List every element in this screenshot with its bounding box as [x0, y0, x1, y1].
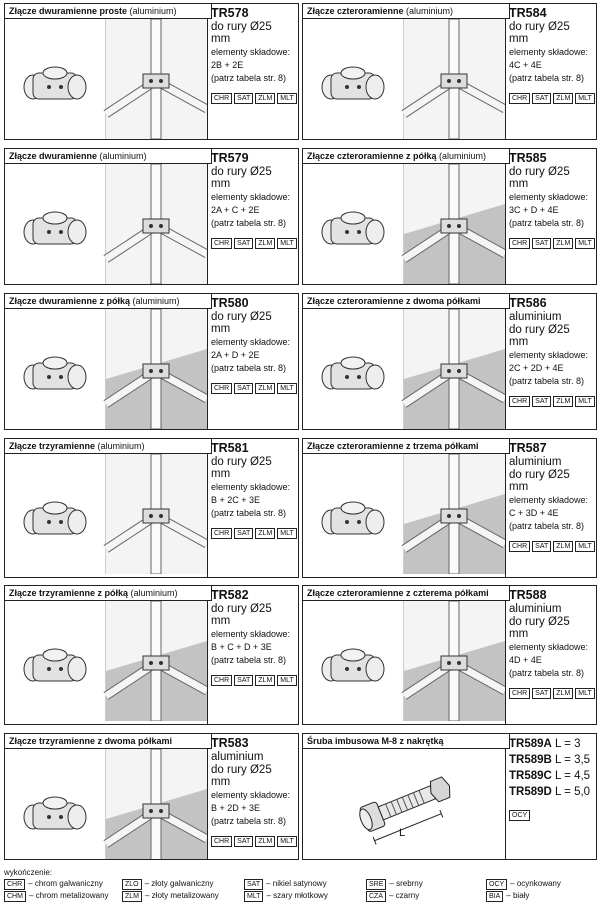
card-title: Złącze czteroramienne z czterema półkami — [303, 586, 510, 601]
finish-badge: ZLO — [122, 879, 142, 890]
dimension-label: L — [399, 827, 406, 839]
finish-badge: ZLM — [255, 836, 275, 847]
tube-size: do rury Ø25 mm — [211, 166, 272, 190]
components-label: elementy składowe: — [211, 192, 291, 202]
finish-badge: CHM — [4, 891, 26, 902]
legend-text: – nikiel satynowy — [266, 879, 327, 888]
card-title: Złącze dwuramienne proste (aluminium) — [5, 4, 212, 19]
product-illustration — [5, 164, 208, 284]
product-card — [4, 293, 299, 430]
product-illustration — [5, 19, 208, 139]
legend-item — [486, 879, 561, 890]
legend-text: – szary młotkowy — [266, 891, 328, 900]
finish-badge: SAT — [234, 383, 253, 394]
product-code: TR586 — [509, 296, 547, 310]
card-title: Złącze trzyramienne (aluminium) — [5, 439, 212, 454]
table-reference: (patrz tabela str. 8) — [509, 376, 585, 386]
components-formula: 2C + 2D + 4E — [509, 363, 564, 373]
table-reference: (patrz tabela str. 8) — [509, 668, 585, 678]
table-reference: (patrz tabela str. 8) — [211, 655, 287, 665]
size-code: TR589A — [509, 738, 552, 750]
finish-badge: CHR — [211, 836, 232, 847]
components-label: elementy składowe: — [509, 495, 589, 505]
finish-badge: SAT — [532, 541, 551, 552]
product-illustration — [5, 601, 208, 724]
components-formula: 2B + 2E — [211, 60, 244, 70]
finish-badge: ZLM — [255, 675, 275, 686]
components-label: elementy składowe: — [509, 350, 589, 360]
product-card-screw — [302, 733, 597, 860]
size-value: L = 4,5 — [555, 770, 591, 782]
finish-badge: SAT — [532, 93, 551, 104]
tube-size: do rury Ø25 mm — [211, 21, 272, 45]
finish-badge: MLT — [277, 383, 296, 394]
components-label: elementy składowe: — [211, 47, 291, 57]
components-formula: 4D + 4E — [509, 655, 542, 665]
legend-text: – chrom galwaniczny — [28, 879, 103, 888]
product-code: TR582 — [211, 588, 249, 602]
finish-badge: MLT — [277, 528, 296, 539]
product-code: TR585 — [509, 151, 547, 165]
legend-item — [366, 879, 423, 890]
card-title: Złącze dwuramienne z półką (aluminium) — [5, 294, 212, 309]
finish-badge: MLT — [277, 836, 296, 847]
material-label: aluminium — [509, 456, 562, 468]
tube-size: do rury Ø25 mm — [211, 603, 272, 627]
finish-badge: CHR — [509, 93, 530, 104]
finish-badge: CHR — [509, 238, 530, 249]
tube-size: do rury Ø25 mm — [211, 456, 272, 480]
product-card — [4, 148, 299, 285]
card-title: Złącze czteroramienne z trzema półkami — [303, 439, 510, 454]
finish-badge: MLT — [575, 238, 594, 249]
product-illustration — [303, 454, 506, 577]
size-row — [509, 768, 592, 784]
size-code: TR589B — [509, 754, 552, 766]
legend-text: – biały — [506, 891, 530, 900]
table-reference: (patrz tabela str. 8) — [211, 218, 287, 228]
finish-badge: CHR — [211, 383, 232, 394]
legend-title: wykończenie: — [4, 868, 53, 877]
product-card — [4, 585, 299, 725]
finish-badge: SAT — [244, 879, 263, 890]
legend-text: – ocynkowany — [510, 879, 561, 888]
finish-badge: ZLM — [255, 383, 275, 394]
legend-text: – złoty galwaniczny — [144, 879, 214, 888]
components-label: elementy składowe: — [211, 629, 291, 639]
card-title: Złącze trzyramienne z dwoma półkami — [5, 734, 212, 749]
components-formula: C + 3D + 4E — [509, 508, 559, 518]
finish-badge: OCY — [509, 810, 530, 821]
finish-badge: MLT — [575, 541, 594, 552]
legend-item — [244, 891, 328, 902]
finish-badge: CHR — [211, 528, 232, 539]
table-reference: (patrz tabela str. 8) — [509, 218, 585, 228]
card-title: Złącze czteroramienne z półką (aluminium) — [303, 149, 510, 164]
tube-size: do rury Ø25 mm — [211, 764, 272, 788]
material-label: aluminium — [509, 603, 562, 615]
card-title: Złącze trzyramienne z półką (aluminium) — [5, 586, 212, 601]
components-formula: 3C + D + 4E — [509, 205, 559, 215]
product-code: TR588 — [509, 588, 547, 602]
legend-text: – srebrny — [389, 879, 423, 888]
finish-badge: CHR — [509, 396, 530, 407]
finish-badge: SAT — [532, 396, 551, 407]
components-formula: B + 2C + 3E — [211, 495, 261, 505]
finish-badge: SAT — [234, 675, 253, 686]
components-label: elementy składowe: — [211, 337, 291, 347]
product-code: TR579 — [211, 151, 249, 165]
product-code: TR584 — [509, 6, 547, 20]
finish-badge: MLT — [575, 688, 594, 699]
components-label: elementy składowe: — [509, 47, 589, 57]
finish-badge: SAT — [234, 528, 253, 539]
components-label: elementy składowe: — [211, 790, 291, 800]
finish-badge: CHR — [211, 93, 232, 104]
tube-size: do rury Ø25 mm — [211, 311, 272, 335]
finish-badge: ZLM — [553, 93, 573, 104]
product-card — [4, 438, 299, 578]
product-card — [302, 293, 597, 430]
card-title: Złącze czteroramienne z dwoma półkami — [303, 294, 510, 309]
product-code: TR587 — [509, 441, 547, 455]
finish-badge: SAT — [234, 93, 253, 104]
size-value: L = 5,0 — [555, 786, 591, 798]
finish-badge: ZLM — [553, 541, 573, 552]
material-label: aluminium — [211, 751, 264, 763]
product-code: TR581 — [211, 441, 249, 455]
size-value: L = 3 — [555, 738, 581, 750]
size-code: TR589D — [509, 786, 552, 798]
finish-badge: SAT — [234, 238, 253, 249]
card-title: Śruba imbusowa M-8 z nakrętką — [303, 734, 510, 749]
product-card — [302, 438, 597, 578]
legend-item — [4, 879, 103, 890]
finish-badge: SAT — [234, 836, 253, 847]
legend-item — [4, 891, 109, 902]
table-reference: (patrz tabela str. 8) — [509, 521, 585, 531]
legend-text: – złoty metalizowany — [145, 891, 219, 900]
tube-size: do rury Ø25 mm — [509, 324, 570, 348]
components-label: elementy składowe: — [509, 642, 589, 652]
components-label: elementy składowe: — [509, 192, 589, 202]
tube-size: do rury Ø25 mm — [509, 616, 570, 640]
table-reference: (patrz tabela str. 8) — [211, 363, 287, 373]
size-row — [509, 736, 592, 752]
size-value: L = 3,5 — [555, 754, 591, 766]
product-card — [4, 733, 299, 860]
finish-badge: ZLM — [553, 238, 573, 249]
product-card — [302, 148, 597, 285]
screw-drawing — [303, 749, 505, 859]
finish-badge: ZLM — [553, 688, 573, 699]
product-illustration — [5, 309, 208, 429]
components-formula: 2A + D + 2E — [211, 350, 260, 360]
product-illustration — [303, 19, 506, 139]
components-formula: B + 2D + 3E — [211, 803, 261, 813]
size-row — [509, 752, 592, 768]
product-code: TR583 — [211, 736, 249, 750]
material-label: aluminium — [509, 311, 562, 323]
legend-item — [486, 891, 529, 902]
card-title: Złącze dwuramienne (aluminium) — [5, 149, 212, 164]
legend-text: – czarny — [389, 891, 420, 900]
tube-size: do rury Ø25 mm — [509, 469, 570, 493]
finish-badge: MLT — [244, 891, 263, 902]
product-illustration — [303, 601, 506, 724]
product-card — [302, 3, 597, 140]
components-formula: 4C + 4E — [509, 60, 542, 70]
finish-legend — [4, 868, 600, 903]
table-reference: (patrz tabela str. 8) — [211, 73, 287, 83]
finish-badge: ZLM — [255, 528, 275, 539]
components-formula: B + C + D + 3E — [211, 642, 272, 652]
table-reference: (patrz tabela str. 8) — [211, 508, 287, 518]
product-card — [4, 3, 299, 140]
table-reference: (patrz tabela str. 8) — [509, 73, 585, 83]
finish-badge: CZA — [366, 891, 386, 902]
product-code: TR580 — [211, 296, 249, 310]
finish-badge: MLT — [277, 238, 296, 249]
finish-badge: ZLM — [553, 396, 573, 407]
finish-badge: ZLM — [255, 238, 275, 249]
product-illustration — [5, 454, 208, 577]
finish-badge: OCY — [486, 879, 507, 890]
finish-badge: MLT — [575, 93, 594, 104]
legend-item — [366, 891, 419, 902]
product-card — [302, 585, 597, 725]
tube-size: do rury Ø25 mm — [509, 21, 570, 45]
finish-badge: CHR — [211, 238, 232, 249]
size-code: TR589C — [509, 770, 552, 782]
finish-badge: CHR — [509, 541, 530, 552]
legend-item — [244, 879, 327, 890]
size-row — [509, 784, 592, 800]
tube-size: do rury Ø25 mm — [509, 166, 570, 190]
card-title: Złącze czteroramienne (aluminium) — [303, 4, 510, 19]
product-illustration — [303, 309, 506, 429]
product-code: TR578 — [211, 6, 249, 20]
finish-badge: CHR — [509, 688, 530, 699]
size-list — [509, 736, 592, 800]
finish-badge: CHR — [211, 675, 232, 686]
legend-item — [122, 879, 214, 890]
components-formula: 2A + C + 2E — [211, 205, 260, 215]
components-label: elementy składowe: — [211, 482, 291, 492]
product-illustration — [303, 164, 506, 284]
finish-badge: SRE — [366, 879, 386, 890]
finish-badge: CHR — [4, 879, 25, 890]
finish-badge: MLT — [277, 675, 296, 686]
product-illustration — [5, 749, 208, 859]
screw-illustration — [303, 749, 506, 859]
finish-badge: ZLM — [122, 891, 142, 902]
legend-text: – chrom metalizowany — [28, 891, 109, 900]
finish-badge: BIA — [486, 891, 503, 902]
finish-badge: SAT — [532, 238, 551, 249]
finish-badge: MLT — [575, 396, 594, 407]
finish-badge: ZLM — [255, 93, 275, 104]
finish-badge: SAT — [532, 688, 551, 699]
finish-badge: MLT — [277, 93, 296, 104]
legend-item — [122, 891, 219, 902]
table-reference: (patrz tabela str. 8) — [211, 816, 287, 826]
